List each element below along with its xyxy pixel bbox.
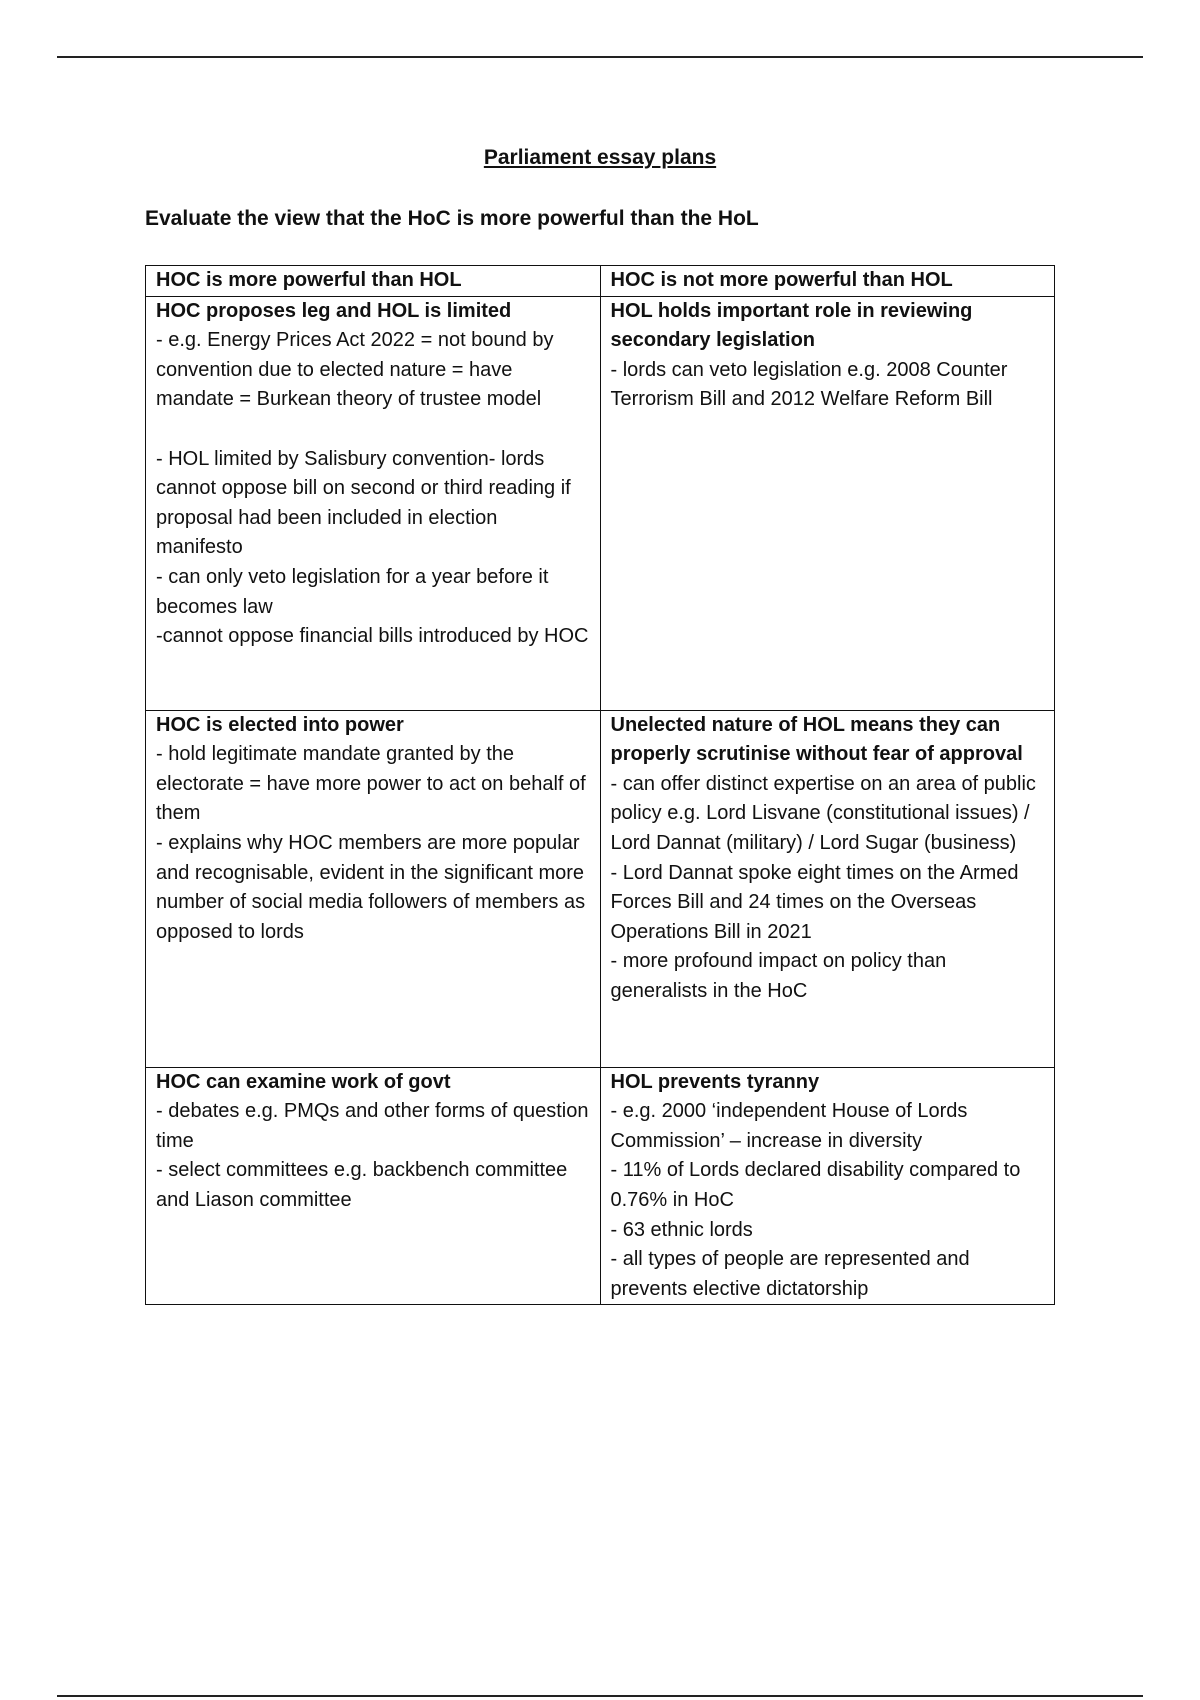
counterargument-point: - lords can veto legislation e.g. 2008 Counter Terrorism Bill and 2012 Welfare Reform Bill (610, 358, 1013, 411)
header-for: HOC is more powerful than HOL (146, 266, 601, 297)
argument-point: - HOL limited by Salisbury convention- lords cannot oppose bill on second or third reading if proposal had been included in election manifesto (156, 447, 577, 559)
counterargument-point: - e.g. 2000 ‘independent House of Lords Commission’ – increase in diversity (610, 1100, 973, 1152)
table-row (146, 710, 1055, 1067)
argument-point: -cannot oppose financial bills introduced by HOC (156, 625, 589, 648)
argument-point: - debates e.g. PMQs and other forms of question time (156, 1100, 595, 1152)
counterargument-heading: Unelected nature of HOL means they can properly scrutinise without fear of approval (610, 713, 1023, 766)
argument-heading: HOC proposes leg and HOL is limited (156, 299, 512, 322)
argument-cell (146, 1067, 601, 1305)
counterargument-cell (600, 710, 1055, 1067)
argument-cell (146, 710, 601, 1067)
table-row (146, 296, 1055, 710)
counterargument-cell (600, 1067, 1055, 1305)
argument-point: - hold legitimate mandate granted by the electorate = have more power to act on behalf of them (156, 743, 592, 825)
argument-cell (146, 296, 601, 710)
argument-point: - can only veto legislation for a year before it becomes law (156, 565, 554, 618)
page-bottom-rule (57, 1695, 1143, 1697)
page-top-rule (57, 56, 1143, 58)
counterargument-point: - more profound impact on policy than generalists in the HoC (610, 950, 952, 1002)
counterargument-point: - 63 ethnic lords (610, 1218, 753, 1241)
counterargument-heading: HOL prevents tyranny (610, 1070, 820, 1093)
essay-question: Evaluate the view that the HoC is more powerful than the HoL (145, 207, 759, 230)
counterargument-point: - all types of people are represented and prevents elective dictatorship (610, 1248, 976, 1300)
essay-plan-table (145, 265, 1055, 1305)
table-row (146, 1067, 1055, 1305)
counterargument-point: - Lord Dannat spoke eight times on the Armed Forces Bill and 24 times on the Overseas Operations Bill in 2021 (610, 861, 1025, 943)
counterargument-point: - can offer distinct expertise on an area of public policy e.g. Lord Lisvane (constitutional issues) / Lord Dannat (military) / Lord Sugar (business) (610, 772, 1042, 854)
counterargument-point: - 11% of Lords declared disability compared to 0.76% in HoC (610, 1159, 1026, 1211)
table-header-row (146, 266, 1055, 297)
counterargument-heading: HOL holds important role in reviewing secondary legislation (610, 299, 973, 352)
counterargument-cell (600, 296, 1055, 710)
argument-point: - explains why HOC members are more popular and recognisable, evident in the significant more number of social media followers of members as opposed to lords (156, 831, 591, 943)
argument-point: - select committees e.g. backbench committee and Liason committee (156, 1159, 573, 1211)
blank-line (156, 415, 590, 445)
argument-heading: HOC is elected into power (156, 713, 404, 736)
header-against: HOC is not more powerful than HOL (600, 266, 1055, 297)
argument-heading: HOC can examine work of govt (156, 1070, 451, 1093)
argument-point: - e.g. Energy Prices Act 2022 = not bound by convention due to elected nature = have mandate = Burkean theory of trustee model (156, 329, 560, 411)
document-title: Parliament essay plans (483, 146, 717, 169)
